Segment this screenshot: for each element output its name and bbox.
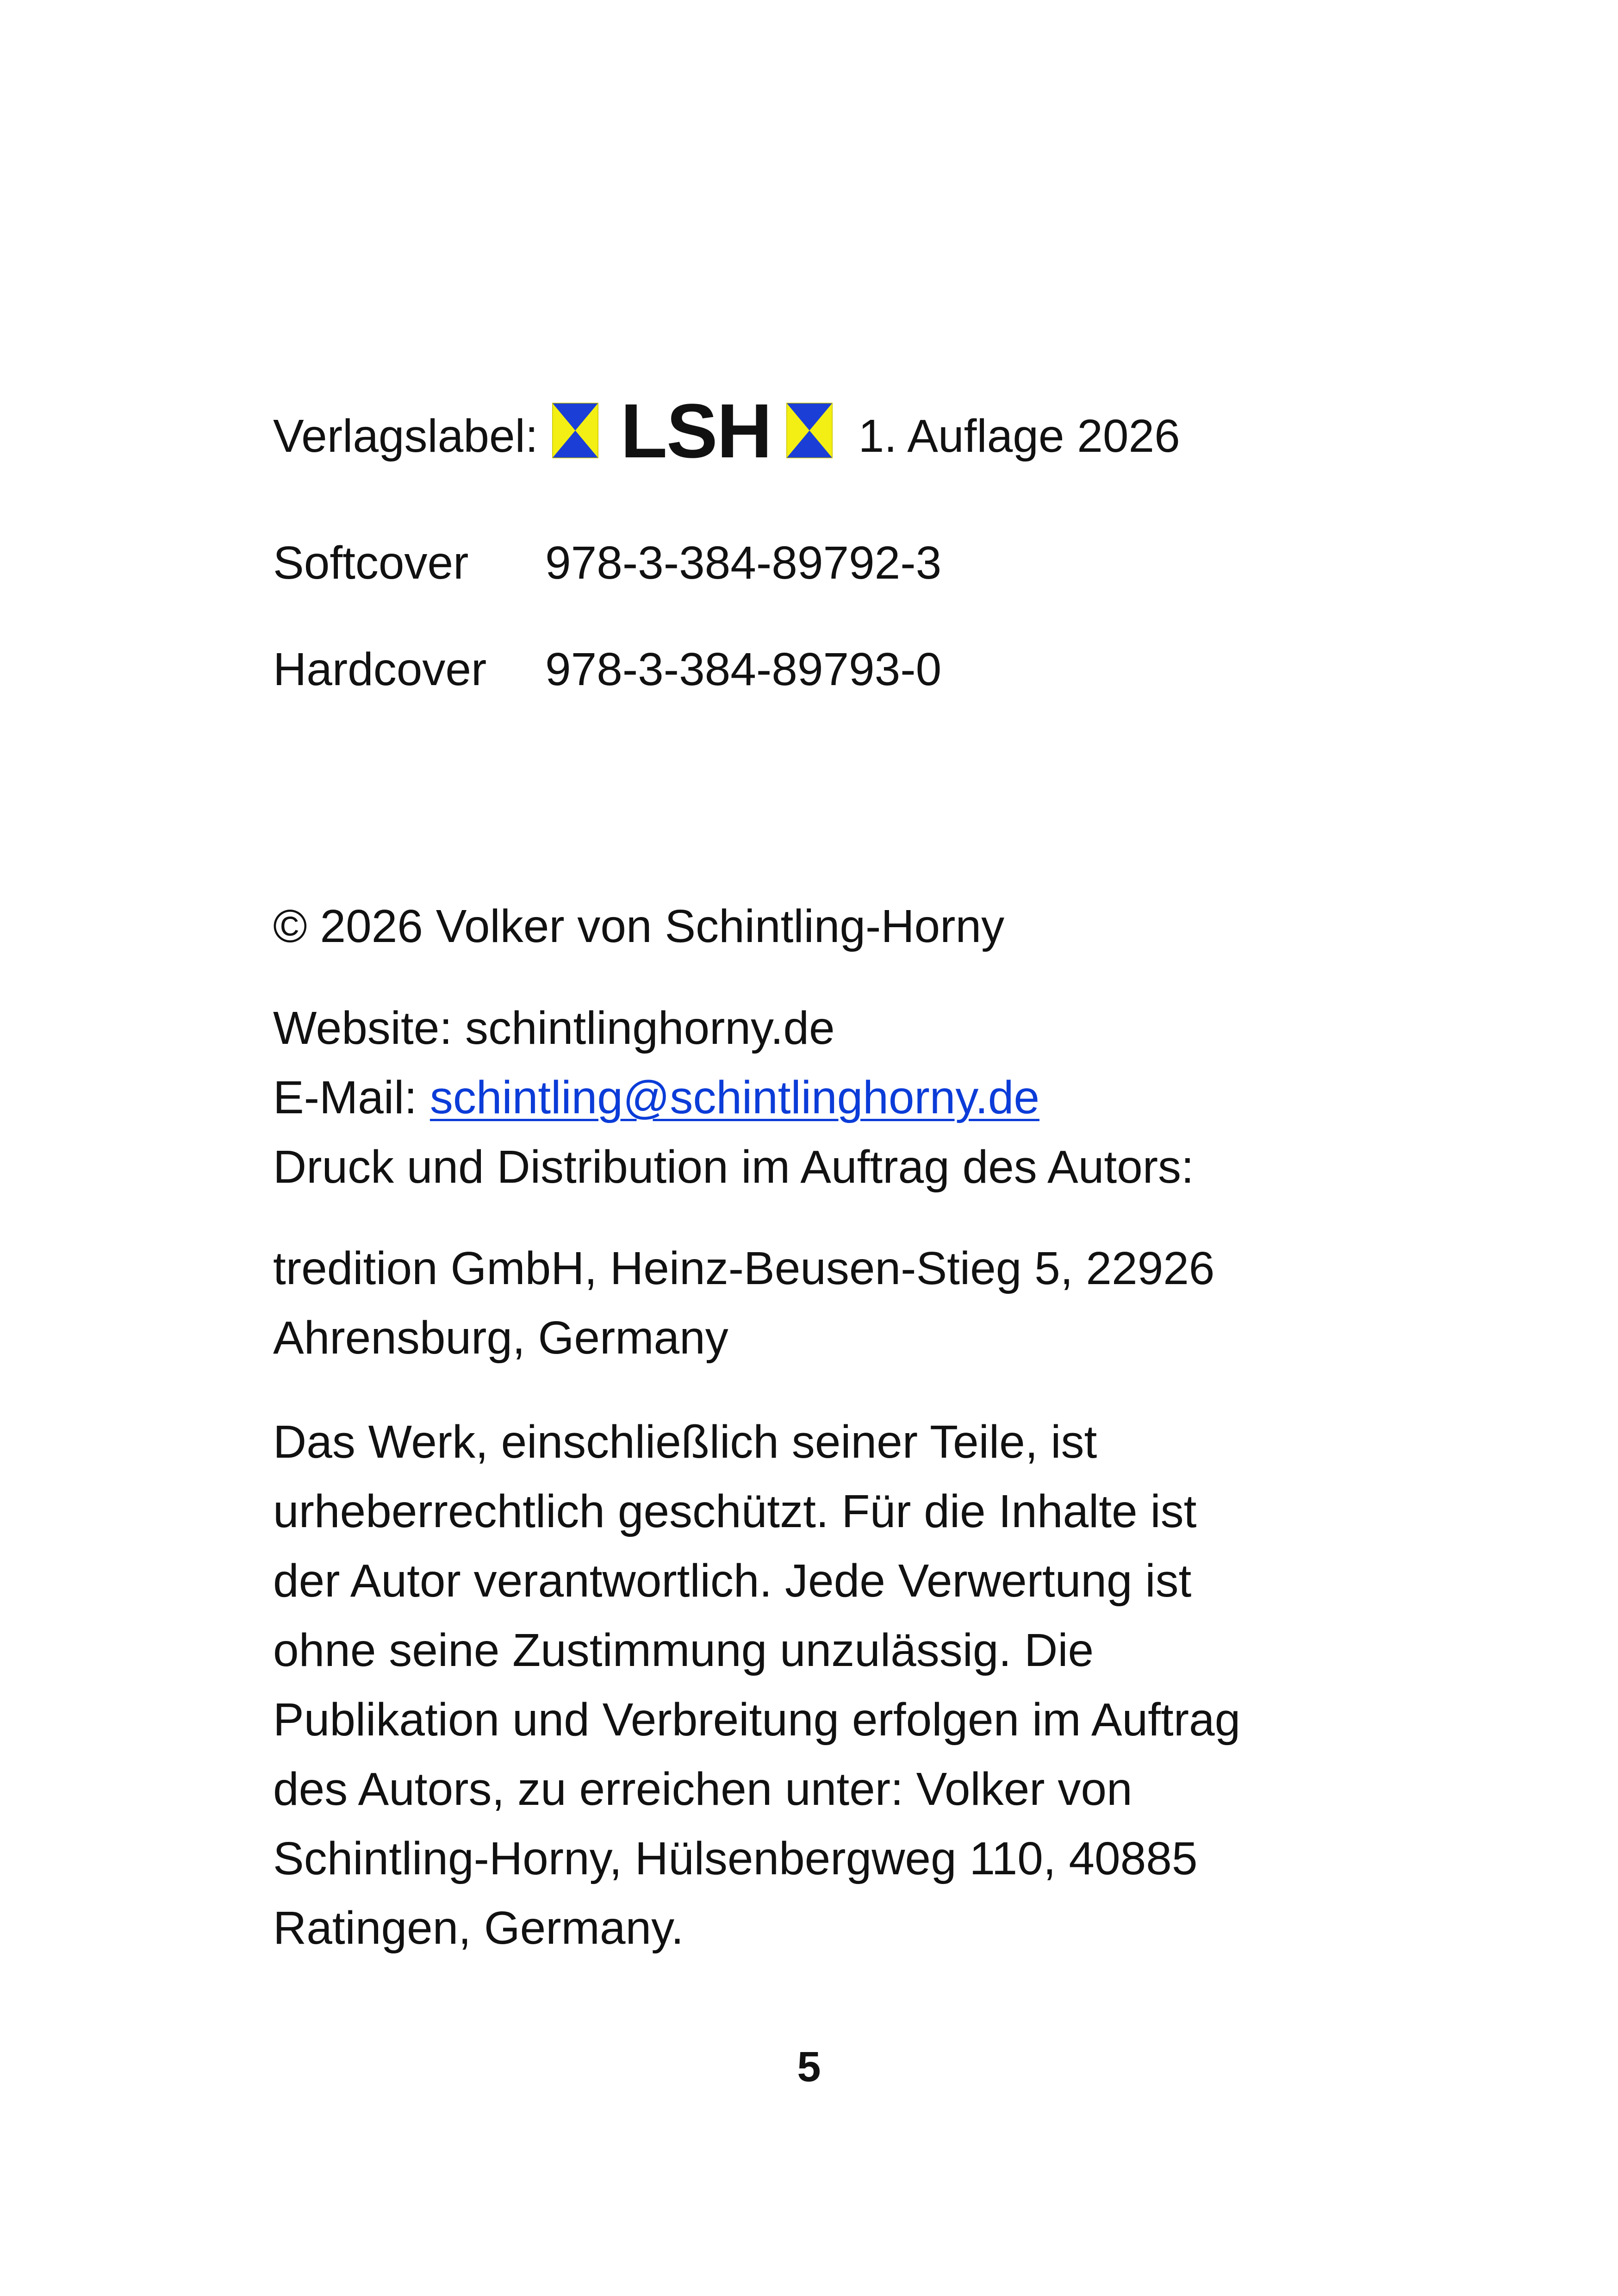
email-line: [273, 1062, 1039, 1133]
publisher-label-prefix: Verlagslabel:: [273, 410, 538, 462]
isbn-hardcover-value: 978-3-384-89793-0: [545, 643, 942, 695]
copyright-line: © 2026 Volker von Schintling-Horny: [273, 900, 1005, 952]
publisher-label-row: [273, 388, 1180, 474]
legal-line: Schintling-Horny, Hülsenbergweg 110, 40885: [273, 1833, 1198, 1884]
isbn-hardcover-label: Hardcover: [273, 643, 487, 695]
page-number: 5: [797, 2043, 821, 2090]
legal-line: Ratingen, Germany.: [273, 1902, 684, 1954]
signal-flag-icon: [786, 403, 833, 458]
legal-line: des Autors, zu erreichen unter: Volker von: [273, 1763, 1133, 1815]
legal-line: Das Werk, einschließlich seiner Teile, ist: [273, 1416, 1097, 1468]
legal-line: Publikation und Verbreitung erfolgen im Auftrag: [273, 1694, 1241, 1746]
email-link[interactable]: schintling@schintlinghorny.de: [429, 1072, 1039, 1123]
distributor-line: Ahrensburg, Germany: [273, 1312, 728, 1364]
email-prefix: E-Mail:: [273, 1072, 430, 1123]
distributor-line: tredition GmbH, Heinz-Beusen-Stieg 5, 22926: [273, 1242, 1215, 1294]
legal-line: der Autor verantwortlich. Jede Verwertung ist: [273, 1555, 1192, 1607]
edition-text: 1. Auflage 2026: [858, 410, 1180, 462]
signal-flag-icon: [552, 403, 598, 458]
print-note: Druck und Distribution im Auftrag des Autors:: [273, 1141, 1194, 1193]
publisher-logo-text: LSH: [620, 388, 772, 474]
legal-paragraph: [273, 1407, 1347, 1963]
isbn-softcover-label: Softcover: [273, 537, 469, 589]
website-line: Website: schintlinghorny.de: [273, 1002, 835, 1054]
legal-line: ohne seine Zustimmung unzulässig. Die: [273, 1624, 1094, 1676]
isbn-softcover-value: 978-3-384-89792-3: [545, 537, 942, 589]
distributor-address: [273, 1234, 1347, 1373]
legal-line: urheberrechtlich geschützt. Für die Inhalte ist: [273, 1485, 1197, 1537]
